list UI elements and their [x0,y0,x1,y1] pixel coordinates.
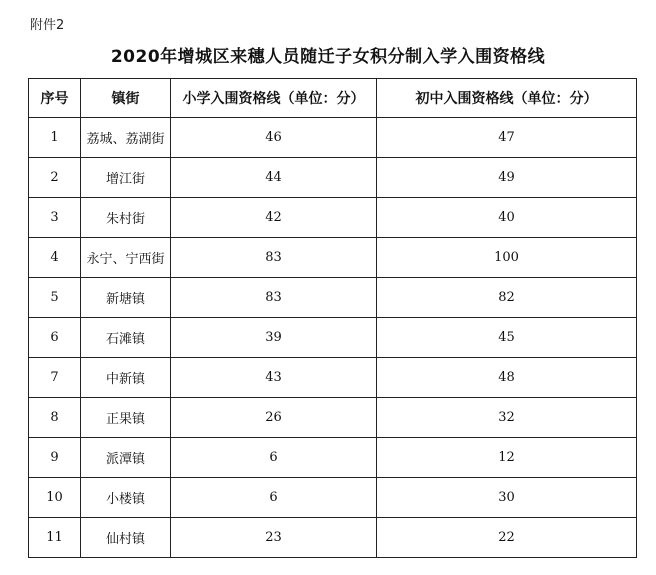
cell-serial: 2 [29,158,81,198]
cell-serial: 7 [29,358,81,398]
header-primary-threshold: 小学入围资格线（单位：分） [171,79,377,118]
cell-town: 中新镇 [81,358,171,398]
cell-serial: 9 [29,438,81,478]
cell-serial: 11 [29,518,81,558]
cell-primary-threshold: 83 [171,238,377,278]
cell-primary-threshold: 26 [171,398,377,438]
table-row [29,358,637,398]
table-row [29,198,637,238]
cell-junior-threshold: 82 [377,278,637,318]
cell-serial: 6 [29,318,81,358]
table-row [29,438,637,478]
cell-town: 小楼镇 [81,478,171,518]
cell-junior-threshold: 48 [377,358,637,398]
table-row [29,158,637,198]
attachment-label: 附件2 [30,18,65,33]
cell-town: 新塘镇 [81,278,171,318]
cell-primary-threshold: 42 [171,198,377,238]
table-row [29,398,637,438]
cell-town: 正果镇 [81,398,171,438]
cell-serial: 10 [29,478,81,518]
table-row [29,118,637,158]
cell-serial: 8 [29,398,81,438]
cell-serial: 5 [29,278,81,318]
cell-junior-threshold: 47 [377,118,637,158]
table-row [29,478,637,518]
cell-primary-threshold: 44 [171,158,377,198]
document-title: 2020年增城区来穗人员随迁子女积分制入学入围资格线 [110,47,546,67]
cell-primary-threshold: 39 [171,318,377,358]
header-junior-threshold: 初中入围资格线（单位：分） [377,79,637,118]
cell-town: 朱村街 [81,198,171,238]
cell-primary-threshold: 6 [171,438,377,478]
cell-town: 石滩镇 [81,318,171,358]
admission-threshold-table [28,78,637,558]
cell-serial: 3 [29,198,81,238]
cell-town: 永宁、宁西街 [81,238,171,278]
cell-primary-threshold: 83 [171,278,377,318]
cell-junior-threshold: 100 [377,238,637,278]
cell-town: 仙村镇 [81,518,171,558]
header-town: 镇街 [81,79,171,118]
cell-junior-threshold: 30 [377,478,637,518]
table-row [29,278,637,318]
header-serial: 序号 [29,79,81,118]
cell-junior-threshold: 12 [377,438,637,478]
cell-junior-threshold: 45 [377,318,637,358]
table-row [29,518,637,558]
table-header-row [29,79,637,118]
table-row [29,238,637,278]
cell-town: 派潭镇 [81,438,171,478]
cell-junior-threshold: 32 [377,398,637,438]
cell-primary-threshold: 43 [171,358,377,398]
cell-serial: 1 [29,118,81,158]
cell-primary-threshold: 46 [171,118,377,158]
cell-primary-threshold: 23 [171,518,377,558]
cell-serial: 4 [29,238,81,278]
cell-town: 荔城、荔湖街 [81,118,171,158]
cell-primary-threshold: 6 [171,478,377,518]
cell-junior-threshold: 49 [377,158,637,198]
table-row [29,318,637,358]
cell-junior-threshold: 22 [377,518,637,558]
cell-junior-threshold: 40 [377,198,637,238]
cell-town: 增江街 [81,158,171,198]
